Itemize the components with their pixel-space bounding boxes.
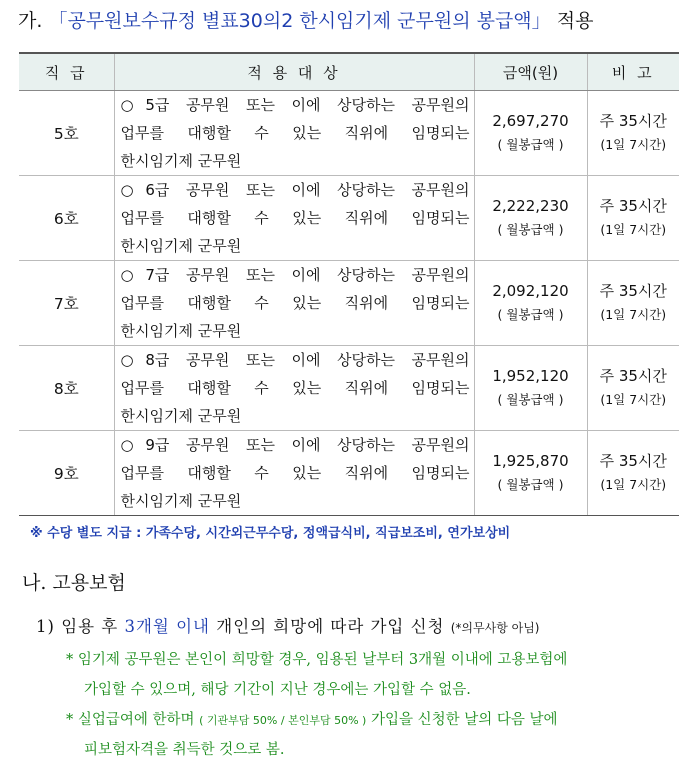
header-note: 비 고 xyxy=(587,53,679,91)
target-line: 한시임기제 군무원 xyxy=(120,492,242,510)
note-2-line-1 xyxy=(66,708,557,729)
target-cell xyxy=(114,91,474,176)
table-row xyxy=(19,431,679,516)
target-line: ○5급 공무원 또는 이에 상당하는 공무원의 xyxy=(120,96,470,114)
table-row xyxy=(19,346,679,431)
target-line: 업무를 대행할 수 있는 직위에 임명되는 xyxy=(120,209,470,227)
hours-cell xyxy=(587,91,679,176)
pay-table xyxy=(19,52,679,516)
section-ga-heading xyxy=(18,6,593,33)
target-line: 한시임기제 군무원 xyxy=(120,407,242,425)
target-line: ○9급 공무원 또는 이에 상당하는 공무원의 xyxy=(120,436,470,454)
amount-note: ( 월봉급액 ) xyxy=(497,477,564,492)
hours-value: 주 35시간 xyxy=(599,112,667,130)
insurance-item-1 xyxy=(36,613,539,637)
amount-cell xyxy=(474,346,587,431)
target-line: 업무를 대행할 수 있는 직위에 임명되는 xyxy=(120,464,470,482)
target-line: 업무를 대행할 수 있는 직위에 임명되는 xyxy=(120,294,470,312)
hours-cell xyxy=(587,346,679,431)
item-number: 1) xyxy=(36,617,55,636)
note-1-line-2: 가입할 수 있으며, 해당 기간이 지난 경우에는 가입할 수 없음. xyxy=(84,682,471,698)
target-line: 업무를 대행할 수 있는 직위에 임명되는 xyxy=(120,379,470,397)
hours-value: 주 35시간 xyxy=(599,197,667,215)
amount-value: 1,925,870 xyxy=(492,452,569,470)
hours-note: (1일 7시간) xyxy=(600,222,667,237)
header-target: 적 용 대 상 xyxy=(114,53,474,91)
amount-cell xyxy=(474,176,587,261)
section-na-heading: 나. 고용보험 xyxy=(22,572,126,594)
hours-cell xyxy=(587,176,679,261)
table-header-row xyxy=(19,53,679,91)
grade-cell: 6호 xyxy=(19,176,114,261)
hours-note: (1일 7시간) xyxy=(600,137,667,152)
amount-value: 2,697,270 xyxy=(492,112,569,130)
target-line: 한시임기제 군무원 xyxy=(120,152,242,170)
allowance-note: ※ 수당 별도 지급 : 가족수당, 시간외근무수당, 정액급식비, 직급보조비, 연가보상비 xyxy=(30,526,511,541)
target-line: ○8급 공무원 또는 이에 상당하는 공무원의 xyxy=(120,351,470,369)
item-text-pre: 임용 후 xyxy=(61,617,119,636)
hours-cell xyxy=(587,431,679,516)
amount-note: ( 월봉급액 ) xyxy=(497,307,564,322)
hours-note: (1일 7시간) xyxy=(600,392,667,407)
section-ga-title: 「공무원보수규정 별표30의2 한시임기제 군무원의 봉급액」 xyxy=(48,10,551,32)
target-line: ○7급 공무원 또는 이에 상당하는 공무원의 xyxy=(120,266,470,284)
hours-value: 주 35시간 xyxy=(599,282,667,300)
item-optional-note: (*의무사항 아님) xyxy=(450,621,540,635)
table-row xyxy=(19,261,679,346)
hours-value: 주 35시간 xyxy=(599,367,667,385)
target-line: ○6급 공무원 또는 이에 상당하는 공무원의 xyxy=(120,181,470,199)
table-row xyxy=(19,176,679,261)
header-amount: 금액(원) xyxy=(474,53,587,91)
note-2-post: 가입을 신청한 날의 다음 날에 xyxy=(370,712,558,728)
grade-cell: 9호 xyxy=(19,431,114,516)
grade-cell: 5호 xyxy=(19,91,114,176)
amount-note: ( 월봉급액 ) xyxy=(497,392,564,407)
amount-note: ( 월봉급액 ) xyxy=(497,137,564,152)
amount-value: 2,092,120 xyxy=(492,282,569,300)
section-ga-prefix: 가. xyxy=(18,10,43,32)
note-2-burden: ( 기관부담 50% / 본인부담 50% ) xyxy=(199,714,367,727)
note-1-line-1: * 임기제 공무원은 본인이 희망할 경우, 임용된 날부터 3개월 이내에 고용보험에 xyxy=(66,652,568,668)
hours-note: (1일 7시간) xyxy=(600,477,667,492)
section-ga-suffix: 적용 xyxy=(556,10,594,32)
amount-note: ( 월봉급액 ) xyxy=(497,222,564,237)
target-cell xyxy=(114,346,474,431)
target-cell xyxy=(114,176,474,261)
amount-cell xyxy=(474,261,587,346)
header-grade: 직 급 xyxy=(19,53,114,91)
table-row xyxy=(19,91,679,176)
grade-cell: 7호 xyxy=(19,261,114,346)
target-cell xyxy=(114,261,474,346)
amount-cell xyxy=(474,91,587,176)
note-2-line-2: 피보험자격을 취득한 것으로 봄. xyxy=(84,742,285,758)
target-line: 업무를 대행할 수 있는 직위에 임명되는 xyxy=(120,124,470,142)
target-cell xyxy=(114,431,474,516)
target-line: 한시임기제 군무원 xyxy=(120,237,242,255)
target-line: 한시임기제 군무원 xyxy=(120,322,242,340)
item-text-post: 개인의 희망에 따라 가입 신청 xyxy=(216,617,445,636)
amount-cell xyxy=(474,431,587,516)
item-highlight: 3개월 이내 xyxy=(124,617,210,636)
hours-value: 주 35시간 xyxy=(599,452,667,470)
amount-value: 1,952,120 xyxy=(492,367,569,385)
hours-cell xyxy=(587,261,679,346)
grade-cell: 8호 xyxy=(19,346,114,431)
hours-note: (1일 7시간) xyxy=(600,307,667,322)
amount-value: 2,222,230 xyxy=(492,197,569,215)
note-2-pre: * 실업급여에 한하며 xyxy=(66,712,195,728)
